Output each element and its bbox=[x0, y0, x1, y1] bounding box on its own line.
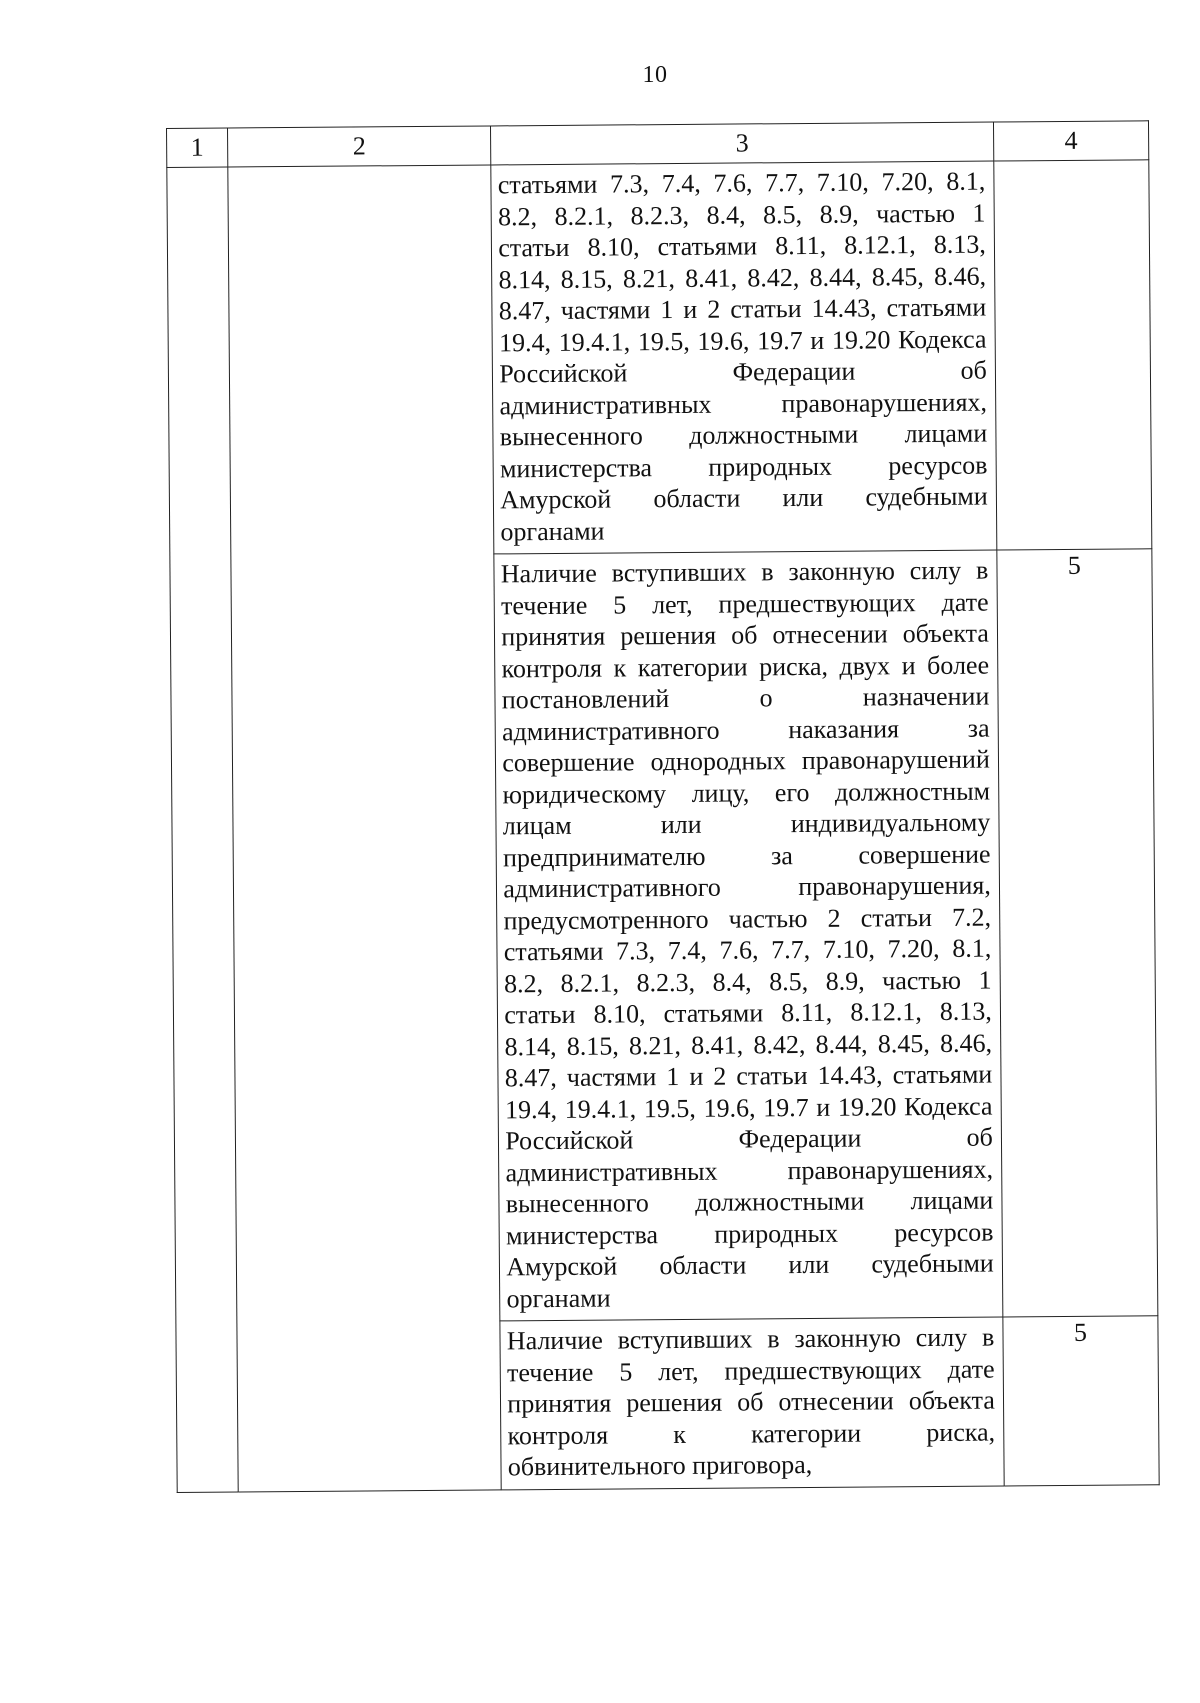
criterion-text: статьями 7.3, 7.4, 7.6, 7.7, 7.10, 7.20, 8.1, 8.2, 8.2.1, 8.2.3, 8.4, 8.5, 8.9, частью 1 статьи 8.10, статьями 8.11, 8.12.1, 8.13, 8.14, 8.15, 8.21, 8.41, 8.42, 8.44, 8.45, 8.46, 8.47, частями 1 и 2 статьи 14.43, статьями 19.4, 19.4.1, 19.5, 19.6, 19.7 и 19.20 Кодекса Российской Федерации об административных правонарушениях, вынесенного должностными лицами министерства природных ресурсов Амурской области или судебными органами bbox=[497, 166, 988, 546]
criteria-table bbox=[166, 120, 1160, 1492]
score-cell: 5 bbox=[997, 549, 1158, 1317]
criterion-cell bbox=[491, 161, 997, 554]
number-cell bbox=[167, 167, 238, 1492]
criterion-cell bbox=[494, 550, 1003, 1321]
score-cell: 5 bbox=[1003, 1316, 1160, 1486]
criterion-text: Наличие вступивших в законную силу в течение 5 лет, предшествующих дате принятия решения об отнесении объекта контроля к категории риска, обвинительного приговора, bbox=[506, 1322, 996, 1482]
column-header-2: 2 bbox=[228, 126, 492, 167]
table-row bbox=[167, 160, 1152, 557]
column-header-4: 4 bbox=[993, 121, 1148, 161]
category-cell bbox=[228, 165, 502, 1492]
criterion-text: Наличие вступивших в законную силу в течение 5 лет, предшествующих дате принятия решения об отнесении объекта контроля к категории риска, двух и более постановлений о назначении административного наказания за совершение однородных правонарушений юридическому лицу, его должностным лицам или индивидуальному предпринимателю за совершение административного правонарушения, предусмотренного частью 2 статьи 7.2, статьями 7.3, 7.4, 7.6, 7.7, 7.10, 7.20, 8.1, 8.2, 8.2.1, 8.2.3, 8.4, 8.5, 8.9, частью 1 статьи 8.10, статьями 8.11, 8.12.1, 8.13, 8.14, 8.15, 8.21, 8.41, 8.42, 8.44, 8.45, 8.46, 8.47, частями 1 и 2 статьи 14.43, статьями 19.4, 19.4.1, 19.5, 19.6, 19.7 и 19.20 Кодекса Российской Федерации об административных правонарушениях, вынесенного должностными лицами министерства природных ресурсов Амурской области или судебными органами bbox=[500, 555, 994, 1313]
page-number: 10 bbox=[642, 62, 668, 88]
column-header-3: 3 bbox=[491, 122, 994, 165]
column-header-1: 1 bbox=[167, 128, 228, 167]
score-cell bbox=[994, 160, 1152, 550]
criterion-cell bbox=[500, 1317, 1004, 1489]
